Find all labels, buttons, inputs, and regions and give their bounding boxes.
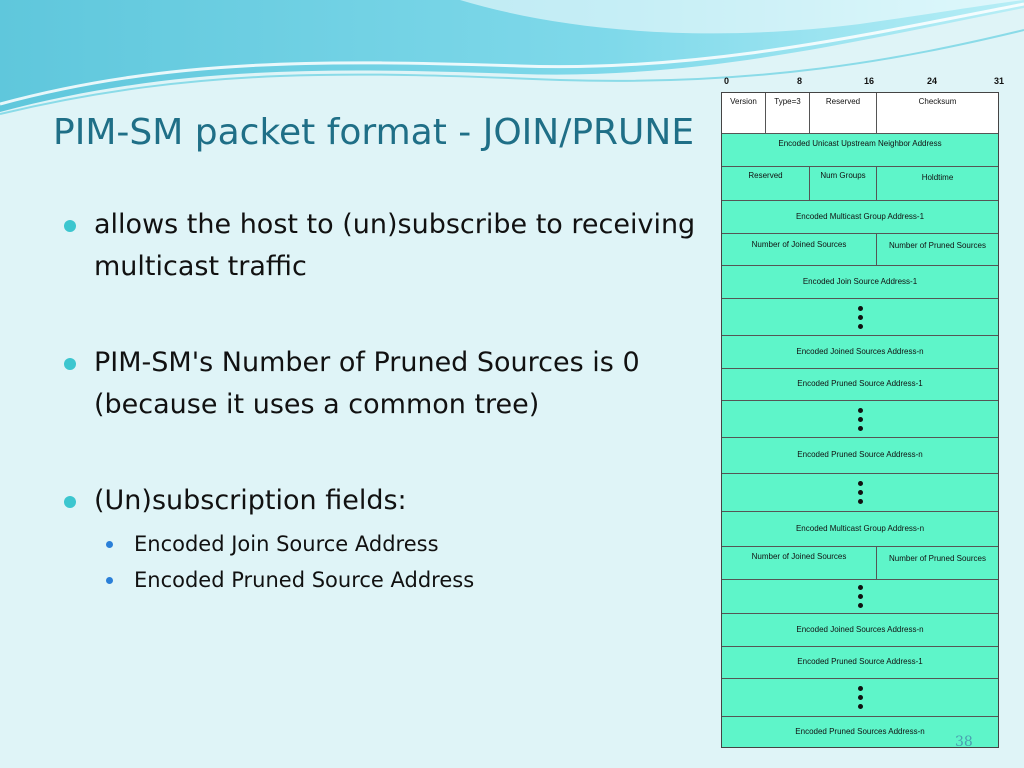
- sub-bullet-item: [62, 526, 702, 562]
- packet-row: [722, 679, 998, 717]
- field-reserved: Reserved: [810, 93, 877, 133]
- sub-bullet-text: Encoded Join Source Address: [134, 532, 439, 556]
- field-pruned-sources-n: Encoded Pruned Sources Address-n: [795, 726, 925, 736]
- packet-row: [722, 580, 998, 614]
- field-joined-sources-n: Encoded Joined Sources Address-n: [796, 624, 924, 634]
- ellipsis-icon: [722, 580, 998, 613]
- packet-row: [722, 401, 998, 438]
- field-num-joined-sources: Number of Joined Sources: [722, 234, 877, 265]
- bit-label: 24: [927, 76, 938, 86]
- packet-row: [722, 299, 998, 336]
- field-pruned-source-n: Encoded Pruned Source Address-n: [797, 450, 923, 460]
- bullet-text: PIM-SM's Number of Pruned Sources is 0 (because it uses a common tree): [94, 347, 640, 420]
- ellipsis-icon: [722, 474, 998, 511]
- ellipsis-icon: [722, 401, 998, 437]
- field-version: Version: [722, 93, 766, 133]
- field-upstream-neighbor: Encoded Unicast Upstream Neighbor Address: [778, 139, 942, 148]
- field-num-groups: Num Groups: [810, 167, 877, 200]
- bullet-text: (Un)subscription fields:: [94, 485, 407, 516]
- packet-row: [722, 336, 998, 369]
- bit-label: 16: [864, 76, 875, 86]
- bullet-icon: [64, 358, 76, 370]
- packet-row: [722, 201, 998, 234]
- bullet-item: [62, 480, 702, 522]
- sub-bullet-icon: [106, 541, 113, 548]
- packet-row: [722, 614, 998, 647]
- sub-bullet-icon: [106, 577, 113, 584]
- packet-row: [722, 266, 998, 299]
- field-num-joined-sources: Number of Joined Sources: [722, 547, 877, 579]
- field-num-pruned-sources: Number of Pruned Sources: [889, 554, 986, 563]
- bit-label: 0: [724, 76, 730, 86]
- sub-bullet-text: Encoded Pruned Source Address: [134, 568, 475, 592]
- packet-row: [722, 647, 998, 679]
- packet-row: [722, 369, 998, 401]
- bullet-icon: [64, 220, 76, 232]
- bit-scale: [720, 76, 1005, 90]
- header-row: [722, 93, 998, 134]
- bullet-item: [62, 342, 702, 426]
- packet-row: [722, 134, 998, 167]
- packet-row: [722, 547, 998, 580]
- sub-bullet-item: [62, 562, 702, 598]
- packet-format-diagram: [721, 92, 999, 748]
- packet-row: [722, 474, 998, 512]
- field-reserved2: Reserved: [722, 167, 810, 200]
- field-pruned-source-1: Encoded Pruned Source Address-1: [797, 379, 923, 389]
- field-group-address-1: Encoded Multicast Group Address-1: [795, 211, 925, 221]
- packet-row: [722, 512, 998, 547]
- field-pruned-source-1: Encoded Pruned Source Address-1: [797, 657, 923, 667]
- packet-row: [722, 167, 998, 201]
- field-num-pruned-sources: Number of Pruned Sources: [889, 241, 986, 250]
- bullet-list: [62, 204, 702, 598]
- bit-label: 31: [994, 76, 1005, 86]
- ellipsis-icon: [722, 679, 998, 716]
- bullet-text: allows the host to (un)subscribe to receiving multicast traffic: [94, 209, 696, 282]
- bullet-item: [62, 204, 702, 288]
- field-group-address-n: Encoded Multicast Group Address-n: [795, 523, 925, 533]
- bit-label: 8: [797, 76, 803, 86]
- field-checksum: Checksum: [918, 97, 957, 106]
- field-holdtime: Holdtime: [921, 173, 954, 182]
- ellipsis-icon: [722, 299, 998, 335]
- page-number: 38: [955, 734, 973, 750]
- field-joined-sources-n: Encoded Joined Sources Address-n: [796, 346, 924, 356]
- field-type: Type=3: [766, 93, 810, 133]
- field-join-source-1: Encoded Join Source Address-1: [802, 276, 918, 286]
- bullet-icon: [64, 496, 76, 508]
- packet-row: [722, 234, 998, 266]
- packet-row: [722, 438, 998, 474]
- slide-title: PIM-SM packet format - JOIN/PRUNE: [53, 112, 695, 153]
